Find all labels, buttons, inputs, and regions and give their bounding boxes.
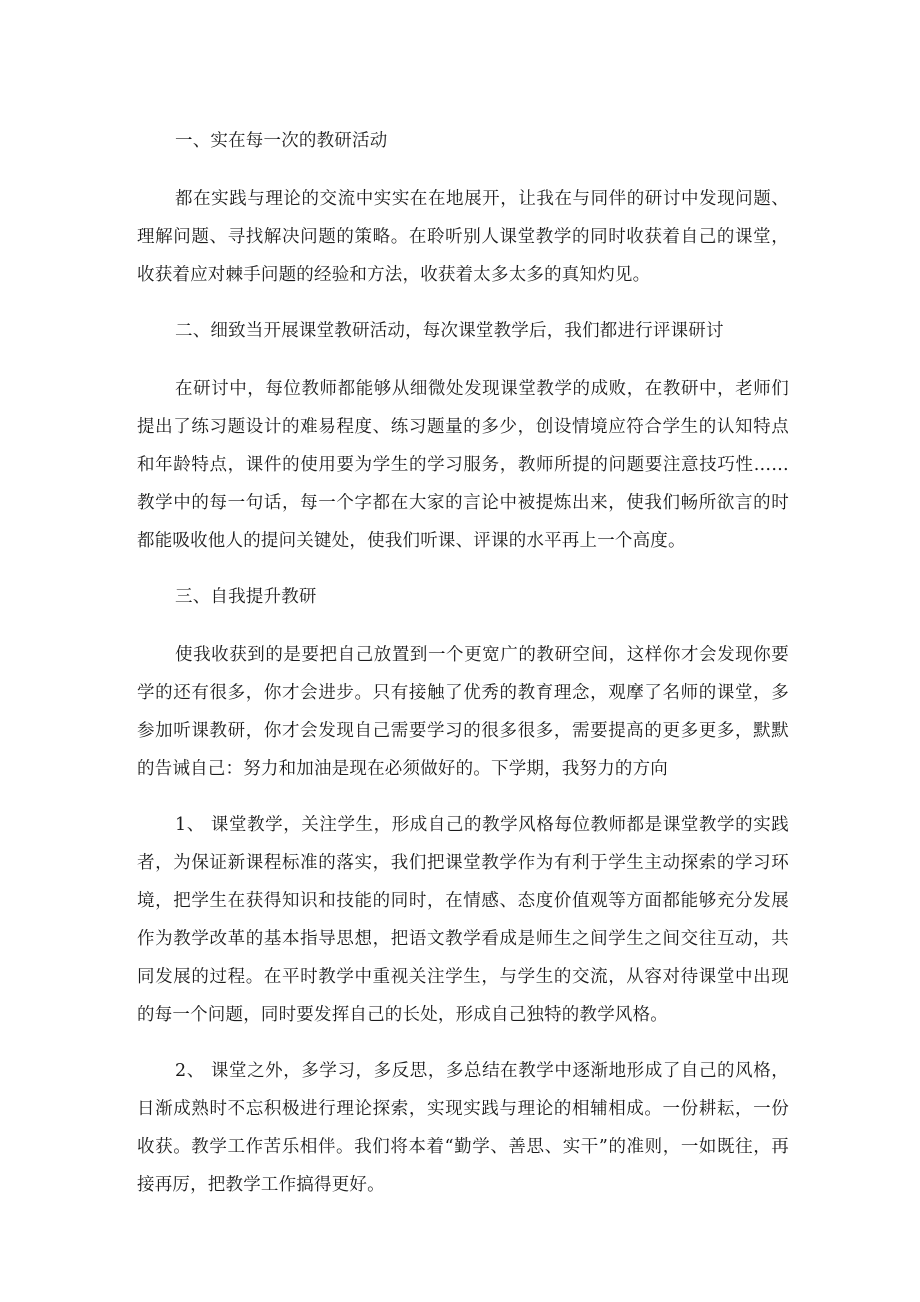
section-heading-2: 二、细致当开展课堂教研活动，每次课堂教学后，我们都进行评课研讨: [175, 321, 724, 341]
section-2-paragraph-1: 在研讨中，每位教师都能够从细微处发现课堂教学的成败，在教研中，老师们提出了练习题设计的难易程度、练习题量的多少，创设情境应符合学生的认知特点和年龄特点，课件的使用要为学生的学习服务，教师所提的问题要注意技巧性……教学中的每一句话，每一个字都在大家的言论中被提炼出来，使我们畅所欲言的时都能吸收他人的提问关键处，使我们听课、评课的水平再上一个高度。: [137, 379, 789, 551]
section-1-paragraph-1: 都在实践与理论的交流中实实在在地展开，让我在与同伴的研讨中发现问题、理解问题、寻找解决问题的策略。在聆听别人课堂教学的同时收获着自己的课堂，收获着应对棘手问题的经验和方法，收获着太多太多的真知灼见。: [137, 189, 789, 285]
section-3-paragraph-1: 使我收获到的是要把自己放置到一个更宽广的教研空间，这样你才会发现你要学的还有很多，你才会进步。只有接触了优秀的教育理念，观摩了名师的课堂，多参加听课教研，你才会发现自己需要学习的很多很多，需要提高的更多更多，默默的告诫自己：努力和加油是现在必须做好的。下学期，我努力的方向: [137, 645, 789, 779]
section-3-item-2: 2、 课堂之外，多学习，多反思，多总结在教学中逐渐地形成了自己的风格，日渐成熟时不忘积极进行理论探索，实现实践与理论的相辅相成。一份耕耘，一份收获。教学工作苦乐相伴。我们将本着“勤学、善思、实干”的准则，一如既往，再接再厉，把教学工作搞得更好。: [137, 1061, 789, 1195]
section-3-item-1: 1、 课堂教学，关注学生，形成自己的教学风格每位教师都是课堂教学的实践者，为保证新课程标准的落实，我们把课堂教学作为有利于学生主动探索的学习环境，把学生在获得知识和技能的同时，在情感、态度价值观等方面都能够充分发展作为教学改革的基本指导思想，把语文教学看成是师生之间学生之间交往互动，共同发展的过程。在平时教学中重视关注学生，与学生的交流，从容对待课堂中出现的每一个问题，同时要发挥自己的长处，形成自己独特的教学风格。: [137, 815, 789, 1025]
document-page: [137, 122, 789, 1222]
section-heading-3: 三、自我提升教研: [175, 587, 317, 607]
section-heading-1: 一、实在每一次的教研活动: [175, 131, 388, 151]
